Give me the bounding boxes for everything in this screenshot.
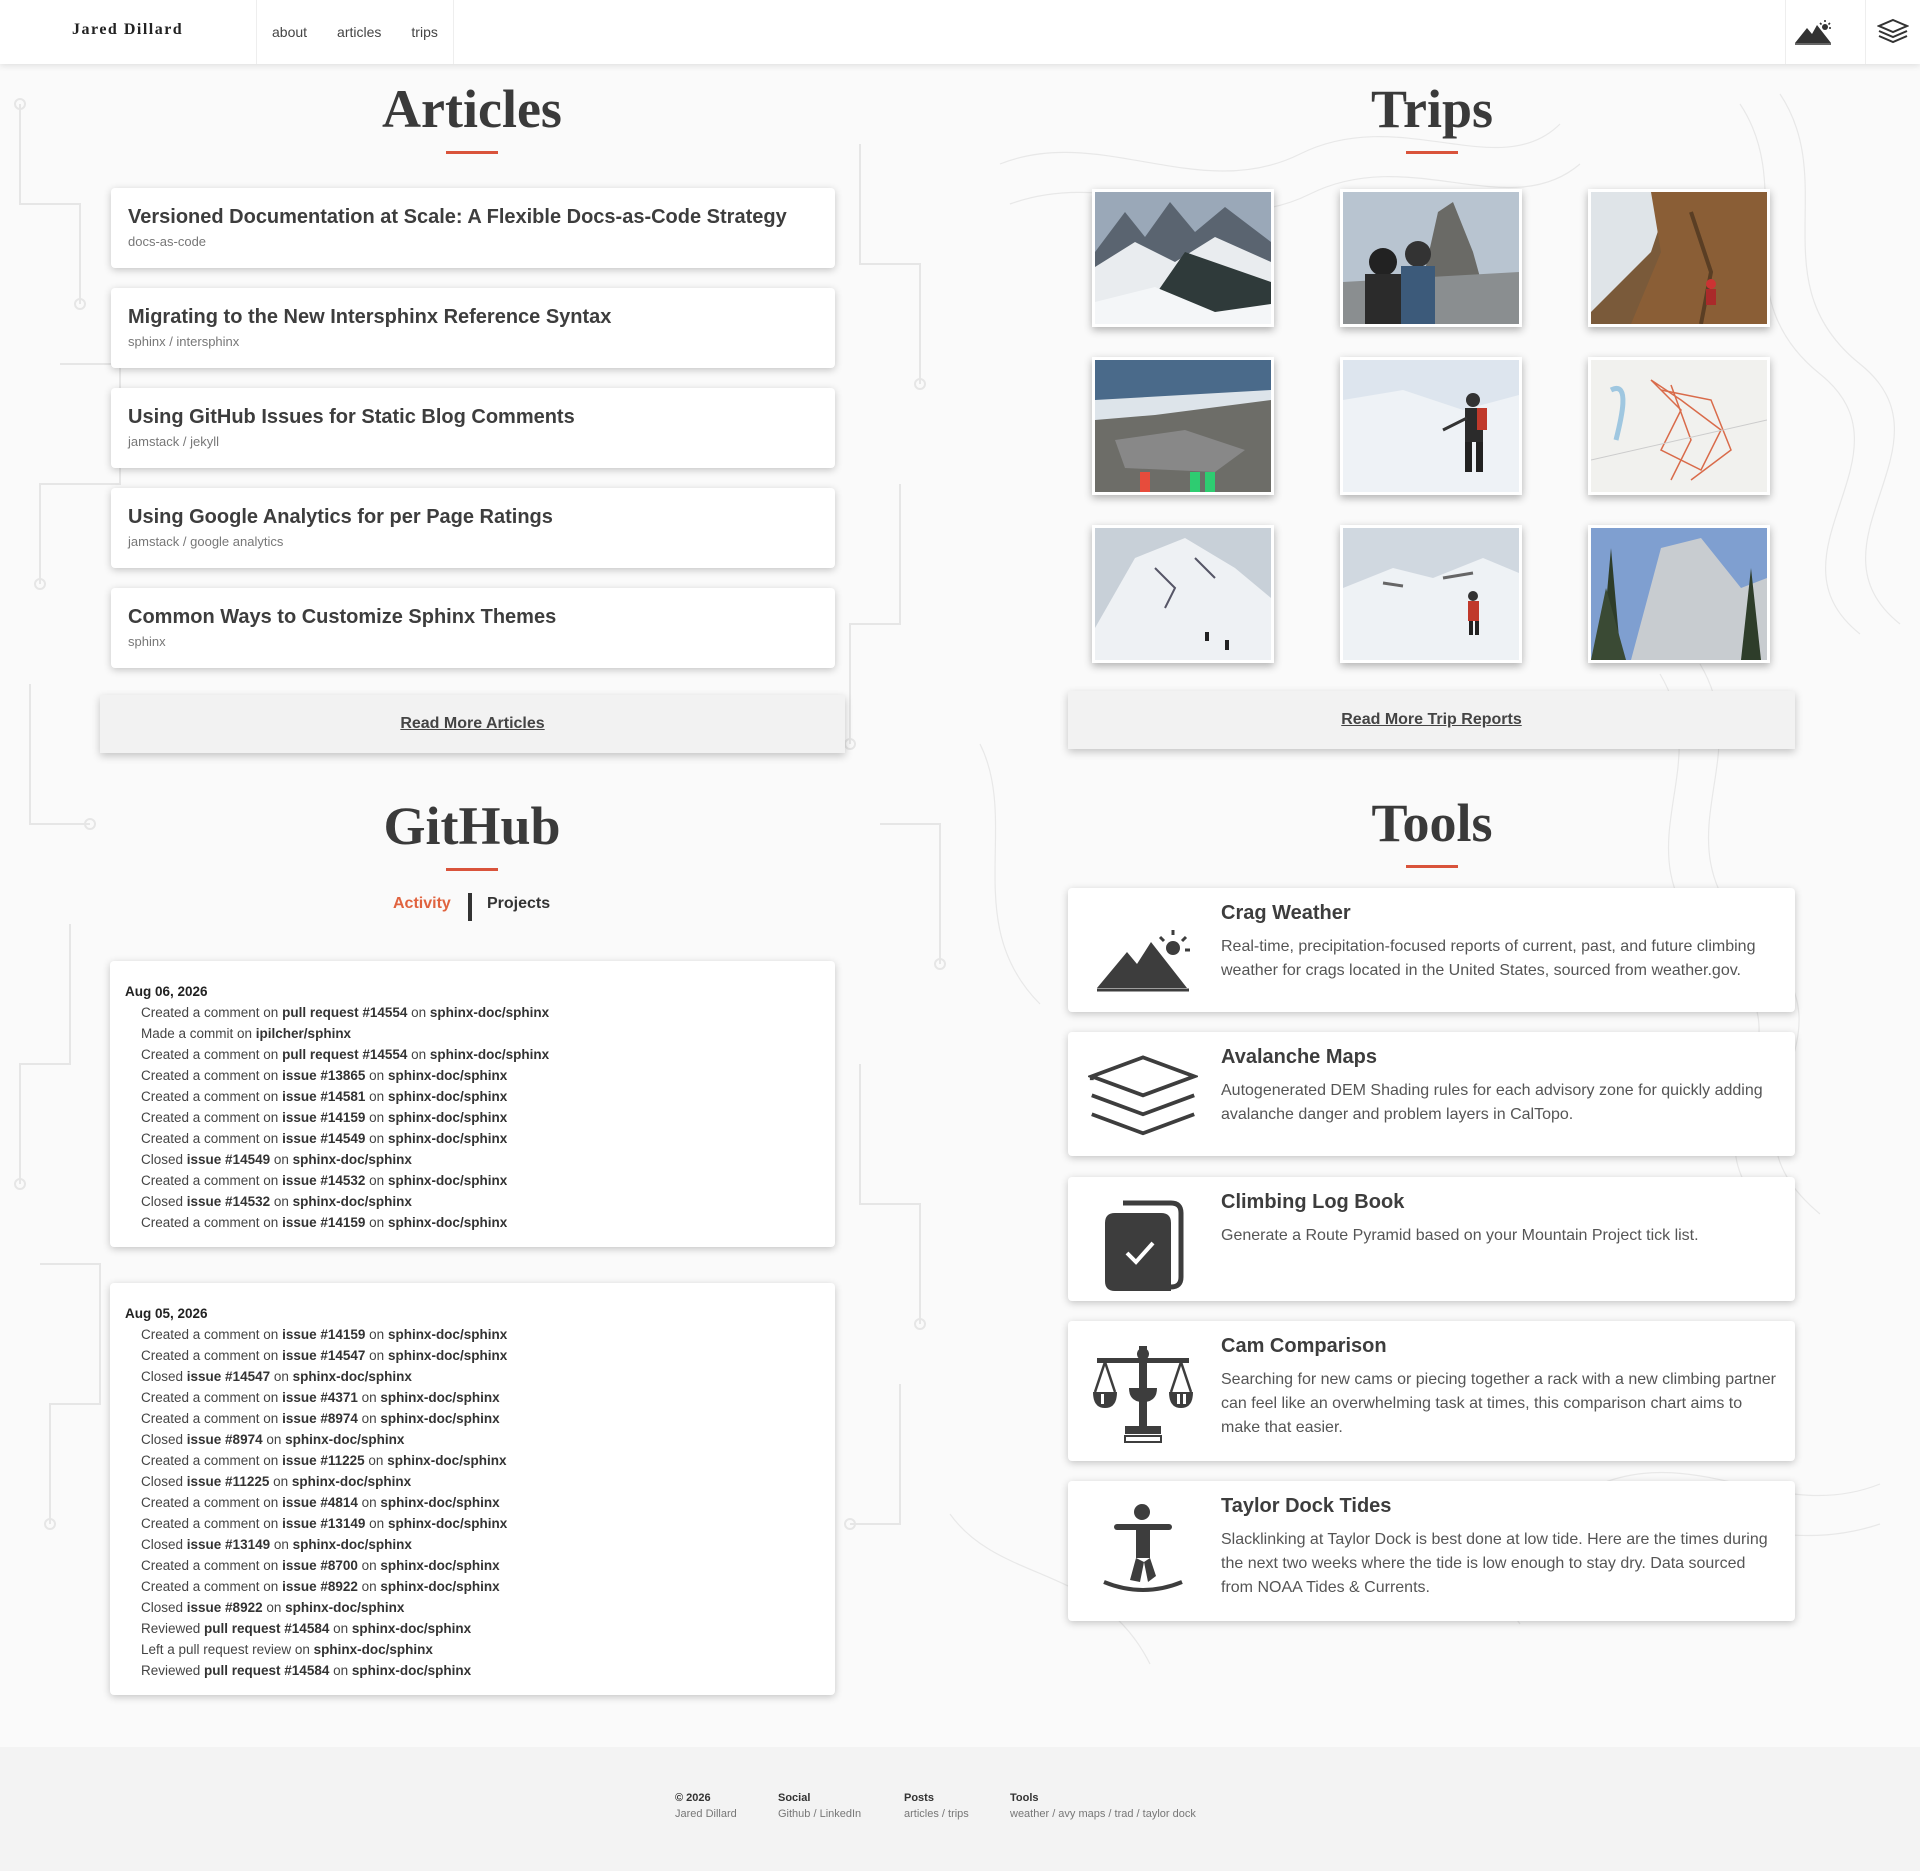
activity-preposition: on bbox=[357, 1579, 381, 1594]
activity-target-link[interactable]: issue #14549 bbox=[186, 1152, 271, 1167]
activity-preposition: on bbox=[357, 1495, 381, 1510]
trip-photo[interactable] bbox=[1588, 357, 1770, 495]
activity-action: Created a comment on bbox=[141, 1047, 283, 1062]
activity-preposition: on bbox=[329, 1621, 352, 1636]
activity-repo-link[interactable]: sphinx-doc/sphinx bbox=[387, 1215, 508, 1230]
activity-repo-link[interactable]: sphinx-doc/sphinx bbox=[285, 1600, 405, 1615]
activity-preposition: on bbox=[365, 1068, 388, 1083]
activity-target-link[interactable]: issue #14159 bbox=[282, 1327, 366, 1342]
activity-repo-link[interactable]: sphinx-doc/sphinx bbox=[387, 1516, 508, 1531]
article-card[interactable] bbox=[111, 188, 835, 268]
read-more-articles-button[interactable] bbox=[100, 695, 845, 753]
trip-photo[interactable] bbox=[1588, 525, 1770, 663]
activity-repo-link[interactable]: sphinx-doc/sphinx bbox=[291, 1474, 412, 1489]
trip-photo[interactable] bbox=[1340, 189, 1522, 327]
activity-action: Created a comment on bbox=[141, 1327, 283, 1342]
nav-about[interactable]: about bbox=[272, 24, 308, 40]
activity-action: Closed bbox=[141, 1369, 187, 1384]
article-title[interactable]: Using GitHub Issues for Static Blog Comments bbox=[128, 406, 575, 428]
activity-repo-link[interactable]: sphinx-doc/sphinx bbox=[292, 1537, 412, 1552]
activity-preposition: on bbox=[357, 1390, 381, 1405]
tool-title[interactable]: Taylor Dock Tides bbox=[1221, 1495, 1392, 1517]
footer-social-heading: Social bbox=[778, 1792, 811, 1804]
footer-tools-heading: Tools bbox=[1010, 1792, 1039, 1804]
article-tags: jamstack / google analytics bbox=[128, 534, 284, 549]
article-card[interactable] bbox=[111, 388, 835, 468]
tool-card[interactable] bbox=[1068, 1321, 1795, 1461]
activity-target-link[interactable]: issue #14159 bbox=[282, 1215, 366, 1230]
activity-action: Created a comment on bbox=[141, 1173, 283, 1188]
article-tags: sphinx / intersphinx bbox=[128, 334, 240, 349]
article-card[interactable] bbox=[111, 488, 835, 568]
activity-target-link[interactable]: issue #13865 bbox=[282, 1068, 366, 1083]
activity-item bbox=[125, 1450, 820, 1471]
activity-item bbox=[125, 1170, 820, 1191]
nav-articles[interactable]: articles bbox=[337, 24, 382, 40]
activity-date: Aug 05, 2026 bbox=[125, 1306, 208, 1321]
article-tags: sphinx bbox=[128, 634, 166, 649]
trip-photo[interactable] bbox=[1092, 525, 1274, 663]
activity-target-link[interactable]: issue #14547 bbox=[282, 1348, 366, 1363]
activity-target-link[interactable]: issue #4814 bbox=[282, 1495, 358, 1510]
activity-item bbox=[125, 1513, 820, 1534]
activity-item bbox=[125, 1044, 820, 1065]
tool-title[interactable]: Cam Comparison bbox=[1221, 1335, 1387, 1357]
activity-day-card bbox=[110, 1283, 835, 1695]
footer-tools-links[interactable]: weather / avy maps / trad / taylor dock bbox=[1010, 1808, 1196, 1820]
article-card[interactable] bbox=[111, 288, 835, 368]
activity-repo-link[interactable]: sphinx-doc/sphinx bbox=[429, 1005, 550, 1020]
activity-action: Left a pull request review on bbox=[141, 1642, 314, 1657]
activity-repo-link[interactable]: sphinx-doc/sphinx bbox=[313, 1642, 433, 1657]
activity-list bbox=[125, 1324, 820, 1681]
activity-target-link[interactable]: issue #14159 bbox=[282, 1110, 366, 1125]
layers-icon bbox=[1088, 1046, 1198, 1156]
activity-action: Created a comment on bbox=[141, 1005, 283, 1020]
activity-item bbox=[125, 1576, 820, 1597]
trip-photo[interactable] bbox=[1588, 189, 1770, 327]
activity-action: Created a comment on bbox=[141, 1579, 283, 1594]
article-tags: docs-as-code bbox=[128, 234, 207, 249]
activity-action: Closed bbox=[141, 1152, 187, 1167]
read-more-trips-label[interactable]: Read More Trip Reports bbox=[1341, 711, 1522, 728]
tab-projects[interactable]: Projects bbox=[487, 895, 551, 912]
activity-target-link[interactable]: issue #8922 bbox=[282, 1579, 358, 1594]
activity-action: Created a comment on bbox=[141, 1390, 283, 1405]
activity-repo-link[interactable]: sphinx-doc/sphinx bbox=[429, 1047, 550, 1062]
activity-preposition: on bbox=[365, 1348, 388, 1363]
activity-target-link[interactable]: pull request #14584 bbox=[204, 1621, 330, 1636]
activity-target-link[interactable]: issue #14532 bbox=[282, 1173, 366, 1188]
tool-description: Searching for new cams or piecing together a rack with a new climbing partner can feel like an overwhelming task at times, this comparison chart aims to make that easier. bbox=[1221, 1371, 1776, 1436]
tool-title[interactable]: Climbing Log Book bbox=[1221, 1191, 1405, 1213]
activity-item bbox=[125, 1191, 820, 1212]
activity-preposition: on bbox=[357, 1558, 381, 1573]
activity-target-link[interactable]: issue #14581 bbox=[282, 1089, 366, 1104]
activity-action: Closed bbox=[141, 1194, 187, 1209]
tool-title[interactable]: Crag Weather bbox=[1221, 902, 1351, 924]
footer-posts-links[interactable]: articles / trips bbox=[904, 1808, 969, 1820]
activity-repo-link[interactable]: sphinx-doc/sphinx bbox=[387, 1068, 508, 1083]
activity-repo-link[interactable]: sphinx-doc/sphinx bbox=[292, 1194, 412, 1209]
footer-owner: Jared Dillard bbox=[675, 1808, 737, 1820]
articles-heading: Articles bbox=[382, 79, 562, 139]
activity-item bbox=[125, 1149, 820, 1170]
logbook-check-icon bbox=[1088, 1191, 1198, 1301]
activity-item bbox=[125, 1086, 820, 1107]
balance-scale-icon bbox=[1088, 1337, 1198, 1447]
read-more-trips-button[interactable] bbox=[1068, 691, 1795, 749]
activity-repo-link[interactable]: sphinx-doc/sphinx bbox=[387, 1348, 508, 1363]
activity-repo-link[interactable]: sphinx-doc/sphinx bbox=[387, 1131, 508, 1146]
activity-preposition: on bbox=[365, 1131, 388, 1146]
activity-item bbox=[125, 1065, 820, 1086]
activity-target-link[interactable]: issue #8974 bbox=[282, 1411, 358, 1426]
activity-repo-link[interactable]: sphinx-doc/sphinx bbox=[285, 1432, 405, 1447]
trip-photo[interactable] bbox=[1092, 189, 1274, 327]
activity-target-link[interactable]: issue #4371 bbox=[282, 1390, 358, 1405]
github-tabs bbox=[380, 893, 560, 923]
activity-item bbox=[125, 1639, 820, 1660]
tool-description: Real-time, precipitation-focused reports of current, past, and future climbing weather for crags located in the United States, sourced from weather.gov. bbox=[1221, 938, 1756, 979]
activity-item bbox=[125, 1618, 820, 1639]
activity-preposition: on bbox=[262, 1600, 286, 1615]
activity-target-link[interactable]: issue #8700 bbox=[282, 1558, 358, 1573]
activity-repo-link[interactable]: sphinx-doc/sphinx bbox=[380, 1495, 500, 1510]
activity-target-link[interactable]: pull request #14584 bbox=[204, 1663, 330, 1678]
activity-repo-link[interactable]: sphinx-doc/sphinx bbox=[292, 1152, 412, 1167]
read-more-articles-label[interactable]: Read More Articles bbox=[400, 715, 545, 732]
activity-preposition: on bbox=[365, 1173, 388, 1188]
activity-preposition: on bbox=[270, 1537, 293, 1552]
activity-repo-link[interactable]: sphinx-doc/sphinx bbox=[380, 1411, 500, 1426]
activity-preposition: on bbox=[365, 1215, 388, 1230]
activity-preposition: on bbox=[364, 1453, 388, 1468]
activity-item bbox=[125, 1408, 820, 1429]
footer-posts-heading: Posts bbox=[904, 1792, 934, 1804]
mountain-sun-icon bbox=[1088, 902, 1198, 1012]
tool-card[interactable] bbox=[1068, 1032, 1795, 1156]
activity-action: Closed bbox=[141, 1600, 187, 1615]
activity-item bbox=[125, 1345, 820, 1366]
activity-action: Created a comment on bbox=[141, 1131, 283, 1146]
activity-action: Created a comment on bbox=[141, 1089, 283, 1104]
top-navbar bbox=[0, 0, 1920, 64]
activity-item bbox=[125, 1002, 820, 1023]
article-tags: jamstack / jekyll bbox=[128, 434, 220, 449]
activity-target-link[interactable]: issue #13149 bbox=[282, 1516, 366, 1531]
activity-target-link[interactable]: issue #8922 bbox=[186, 1600, 263, 1615]
activity-item bbox=[125, 1023, 820, 1044]
activity-target-link[interactable]: issue #14532 bbox=[186, 1194, 271, 1209]
activity-target-link[interactable]: issue #11225 bbox=[282, 1453, 365, 1468]
activity-action: Reviewed bbox=[141, 1663, 205, 1678]
activity-item bbox=[125, 1107, 820, 1128]
article-title[interactable]: Migrating to the New Intersphinx Reference Syntax bbox=[128, 306, 612, 328]
activity-preposition: on bbox=[269, 1474, 292, 1489]
activity-action: Closed bbox=[141, 1537, 187, 1552]
tool-description: Generate a Route Pyramid based on your Mountain Project tick list. bbox=[1221, 1227, 1699, 1244]
activity-repo-link[interactable]: sphinx-doc/sphinx bbox=[387, 1089, 508, 1104]
activity-repo-link[interactable]: sphinx-doc/sphinx bbox=[387, 1453, 507, 1468]
tool-description: Autogenerated DEM Shading rules for each advisory zone for quickly adding avalanche danger and problem layers in CalTopo. bbox=[1221, 1082, 1763, 1123]
activity-preposition: on bbox=[270, 1369, 293, 1384]
activity-preposition: on bbox=[365, 1516, 388, 1531]
activity-preposition: on bbox=[365, 1327, 388, 1342]
trips-heading: Trips bbox=[1370, 79, 1494, 139]
activity-target-link[interactable]: issue #13149 bbox=[186, 1537, 271, 1552]
activity-target-link[interactable]: issue #14549 bbox=[282, 1131, 366, 1146]
activity-item bbox=[125, 1471, 820, 1492]
activity-action: Created a comment on bbox=[141, 1215, 283, 1230]
activity-item bbox=[125, 1212, 820, 1233]
activity-item bbox=[125, 1534, 820, 1555]
footer-social-links[interactable]: Github / LinkedIn bbox=[778, 1808, 862, 1820]
nav-trips[interactable]: trips bbox=[411, 24, 438, 40]
activity-item bbox=[125, 1128, 820, 1149]
activity-item bbox=[125, 1366, 820, 1387]
activity-repo-link[interactable]: sphinx-doc/sphinx bbox=[351, 1621, 472, 1636]
footer-social bbox=[778, 1792, 861, 1820]
activity-preposition: on bbox=[407, 1047, 430, 1062]
footer-copyright bbox=[675, 1792, 737, 1820]
activity-action: Created a comment on bbox=[141, 1068, 283, 1083]
article-title[interactable]: Versioned Documentation at Scale: A Flexible Docs-as-Code Strategy bbox=[128, 206, 787, 228]
activity-preposition: on bbox=[262, 1432, 286, 1447]
activity-item bbox=[125, 1555, 820, 1576]
activity-repo-link[interactable]: sphinx-doc/sphinx bbox=[351, 1663, 472, 1678]
activity-preposition: on bbox=[365, 1089, 388, 1104]
activity-target-link[interactable]: issue #8974 bbox=[186, 1432, 263, 1447]
activity-action: Reviewed bbox=[141, 1621, 205, 1636]
activity-repo-link[interactable]: sphinx-doc/sphinx bbox=[380, 1579, 500, 1594]
activity-action: Created a comment on bbox=[141, 1558, 283, 1573]
tool-card[interactable] bbox=[1068, 1177, 1795, 1301]
tools-heading: Tools bbox=[1371, 793, 1493, 853]
activity-action: Made a commit on bbox=[141, 1026, 256, 1041]
activity-action: Created a comment on bbox=[141, 1516, 283, 1531]
tool-description: Slacklinking at Taylor Dock is best done at low tide. Here are the times during the next two weeks where the tide is low enough to stay dry. Data sourced from NOAA Tides & Currents. bbox=[1221, 1531, 1768, 1596]
tool-card[interactable] bbox=[1068, 1481, 1795, 1621]
activity-target-link[interactable]: issue #14547 bbox=[186, 1369, 271, 1384]
activity-action: Created a comment on bbox=[141, 1453, 283, 1468]
activity-repo-link[interactable]: sphinx-doc/sphinx bbox=[387, 1173, 508, 1188]
activity-action: Created a comment on bbox=[141, 1348, 283, 1363]
activity-repo-link[interactable]: ipilcher/sphinx bbox=[255, 1026, 352, 1041]
activity-item bbox=[125, 1324, 820, 1345]
activity-target-link[interactable]: issue #11225 bbox=[186, 1474, 270, 1489]
activity-repo-link[interactable]: sphinx-doc/sphinx bbox=[380, 1390, 500, 1405]
tools-heading-underline bbox=[1406, 865, 1458, 868]
trip-photo[interactable] bbox=[1340, 357, 1522, 495]
article-title[interactable]: Common Ways to Customize Sphinx Themes bbox=[128, 606, 557, 628]
activity-preposition: on bbox=[407, 1005, 430, 1020]
activity-date: Aug 06, 2026 bbox=[125, 984, 208, 999]
activity-item bbox=[125, 1660, 820, 1681]
activity-repo-link[interactable]: sphinx-doc/sphinx bbox=[387, 1327, 508, 1342]
github-heading-underline bbox=[446, 868, 498, 871]
article-title[interactable]: Using Google Analytics for per Page Ratings bbox=[128, 506, 553, 528]
activity-action: Closed bbox=[141, 1432, 187, 1447]
footer-copyright-heading: © 2026 bbox=[675, 1792, 711, 1804]
activity-list bbox=[125, 1002, 820, 1233]
footer-tools bbox=[1010, 1792, 1196, 1820]
activity-target-link[interactable]: pull request #14554 bbox=[282, 1005, 408, 1020]
github-heading: GitHub bbox=[383, 796, 561, 856]
trip-photo[interactable] bbox=[1092, 357, 1274, 495]
layers-icon[interactable] bbox=[1865, 0, 1919, 64]
tab-activity[interactable]: Activity bbox=[393, 895, 451, 912]
site-footer bbox=[0, 1747, 1920, 1871]
footer-posts bbox=[904, 1792, 969, 1820]
activity-preposition: on bbox=[329, 1663, 352, 1678]
activity-item bbox=[125, 1429, 820, 1450]
activity-day-card bbox=[110, 961, 835, 1247]
activity-item bbox=[125, 1492, 820, 1513]
activity-target-link[interactable]: pull request #14554 bbox=[282, 1047, 408, 1062]
site-brand[interactable]: Jared Dillard bbox=[72, 21, 184, 38]
tab-separator bbox=[468, 893, 472, 921]
slackliner-icon bbox=[1088, 1497, 1198, 1607]
activity-action: Created a comment on bbox=[141, 1411, 283, 1426]
activity-item bbox=[125, 1387, 820, 1408]
activity-repo-link[interactable]: sphinx-doc/sphinx bbox=[292, 1369, 412, 1384]
activity-preposition: on bbox=[365, 1110, 388, 1125]
nav-links bbox=[256, 0, 454, 64]
activity-repo-link[interactable]: sphinx-doc/sphinx bbox=[387, 1110, 508, 1125]
trips-heading-underline bbox=[1406, 151, 1458, 154]
article-card[interactable] bbox=[111, 588, 835, 668]
activity-repo-link[interactable]: sphinx-doc/sphinx bbox=[380, 1558, 500, 1573]
mountain-sun-icon[interactable] bbox=[1785, 0, 1839, 64]
activity-action: Created a comment on bbox=[141, 1495, 283, 1510]
activity-item bbox=[125, 1597, 820, 1618]
articles-heading-underline bbox=[446, 151, 498, 154]
activity-preposition: on bbox=[270, 1152, 293, 1167]
tool-card[interactable] bbox=[1068, 888, 1795, 1012]
activity-action: Created a comment on bbox=[141, 1110, 283, 1125]
activity-preposition: on bbox=[270, 1194, 293, 1209]
tool-title[interactable]: Avalanche Maps bbox=[1221, 1046, 1377, 1068]
activity-action: Closed bbox=[141, 1474, 187, 1489]
activity-preposition: on bbox=[357, 1411, 381, 1426]
trip-photo[interactable] bbox=[1340, 525, 1522, 663]
